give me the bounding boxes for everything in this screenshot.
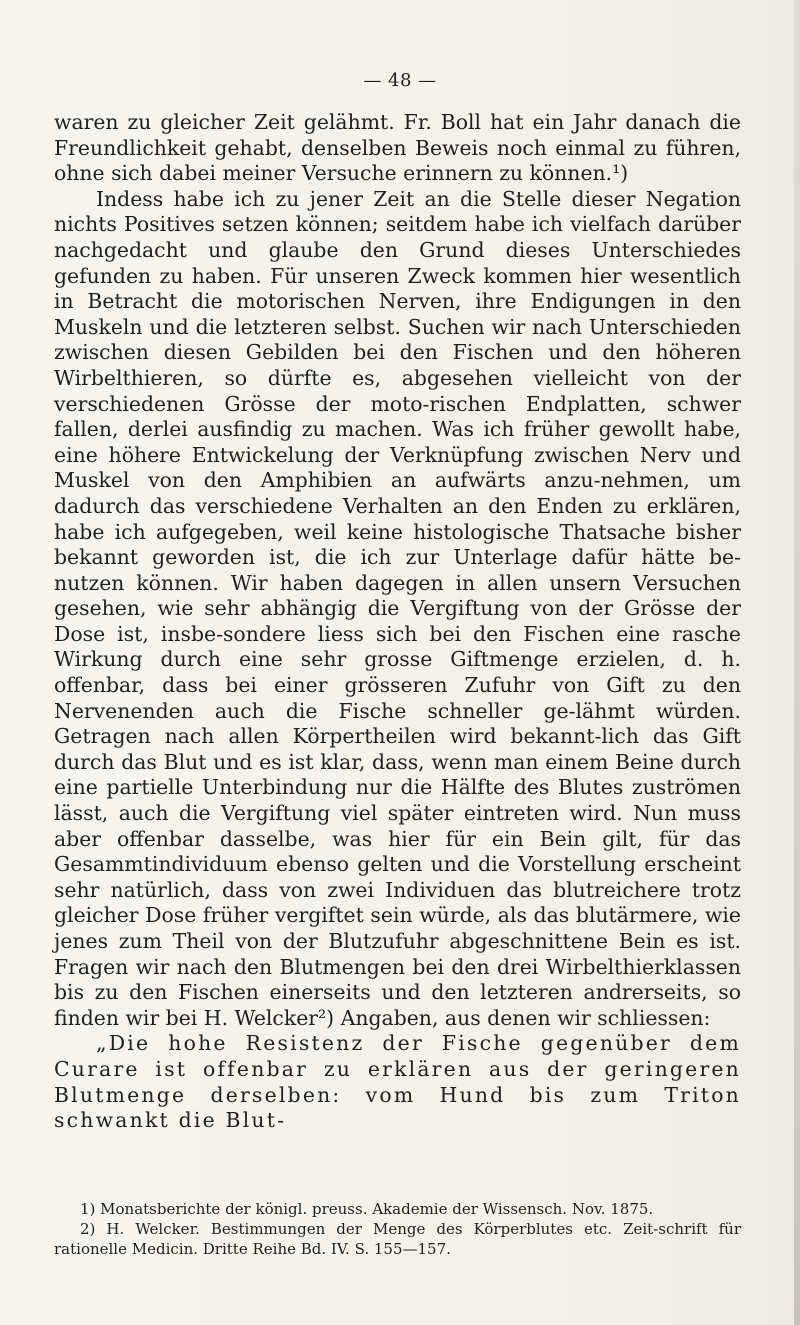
paragraph-2: Indess habe ich zu jener Zeit an die Stelle dieser Negation nichts Positives setzen können; seitdem habe ich vielfach darüber nachgedacht und glaube den Grund dieses Unterschiedes gefunden zu haben. Für unseren Zweck kommen hier wesentlich in Betracht die motorischen Nerven, ihre Endigungen in den Muskeln und die letzteren selbst. Suchen wir nach Unterschieden zwischen diesen Gebilden bei den Fischen und den höheren Wirbelthieren, so dürfte es, abgesehen vielleicht von der verschiedenen Grösse der moto-rischen Endplatten, schwer fallen, derlei ausfindig zu machen. Was ich früher gewollt habe, eine höhere Entwickelung der Verknüpfung zwischen Nerv und Muskel von den Amphibien an aufwärts anzu-nehmen, um dadurch das verschiedene Verhalten an den Enden zu erklären, habe ich aufgegeben, weil keine histologische Thatsache bisher bekannt geworden ist, die ich zur Unterlage dafür hätte be-nutzen können. Wir haben dagegen in allen unsern Versuchen gesehen, wie sehr abhängig die Vergiftung von der Grösse der Dose ist, insbe-sondere liess sich bei den Fischen eine rasche Wirkung durch eine sehr grosse Giftmenge erzielen, d. h. offenbar, dass bei einer grösseren Zufuhr von Gift zu den Nervenenden auch die Fische schneller ge-lähmt würden. Getragen nach allen Körpertheilen wird bekannt-lich das Gift durch das Blut und es ist klar, dass, wenn man einem Beine durch eine partielle Unterbindung nur die Hälfte des Blutes zuströmen lässt, auch die Vergiftung viel später eintreten wird. Nun muss aber offenbar dasselbe, was hier für ein Bein gilt, für das Gesammtindividuum ebenso gelten und die Vorstellung erscheint sehr natürlich, dass von zwei Individuen das blutreichere trotz gleicher Dose früher vergiftet sein würde, als das blutärmere, wie jenes zum Theil von der Blutzufuhr abgeschnittene Bein es ist. Fragen wir nach den Blutmengen bei den drei Wirbelthierklassen bis zu den Fischen einerseits und den letzteren andrerseits, so finden wir bei H. Welcker²) Angaben, aus denen wir schliessen: bbox=[54, 186, 741, 1030]
page-edge-shadow bbox=[794, 0, 800, 1325]
quotation-paragraph: „Die hohe Resistenz der Fische gegenüber dem Curare ist offenbar zu erklären aus der geringeren Blutmenge derselben: vom Hund bis zum Triton schwankt die Blut- bbox=[54, 1031, 741, 1133]
main-text bbox=[54, 110, 741, 1134]
footnote-1: 1) Monatsberichte der königl. preuss. Akademie der Wissensch. Nov. 1875. bbox=[80, 1200, 654, 1218]
footnotes bbox=[54, 1199, 741, 1259]
footnote-2: 2) H. Welcker. Bestimmungen der Menge des Körperblutes etc. Zeit-schrift für rationelle Medicin. Dritte Reihe Bd. IV. S. 155—157. bbox=[54, 1220, 741, 1258]
page-number: — 48 — bbox=[363, 70, 437, 91]
paragraph-1: waren zu gleicher Zeit gelähmt. Fr. Boll hat ein Jahr danach die Freundlichkeit gehabt, denselben Beweis noch einmal zu führen, ohne sich dabei meiner Versuche erinnern zu können.¹) bbox=[54, 110, 741, 186]
